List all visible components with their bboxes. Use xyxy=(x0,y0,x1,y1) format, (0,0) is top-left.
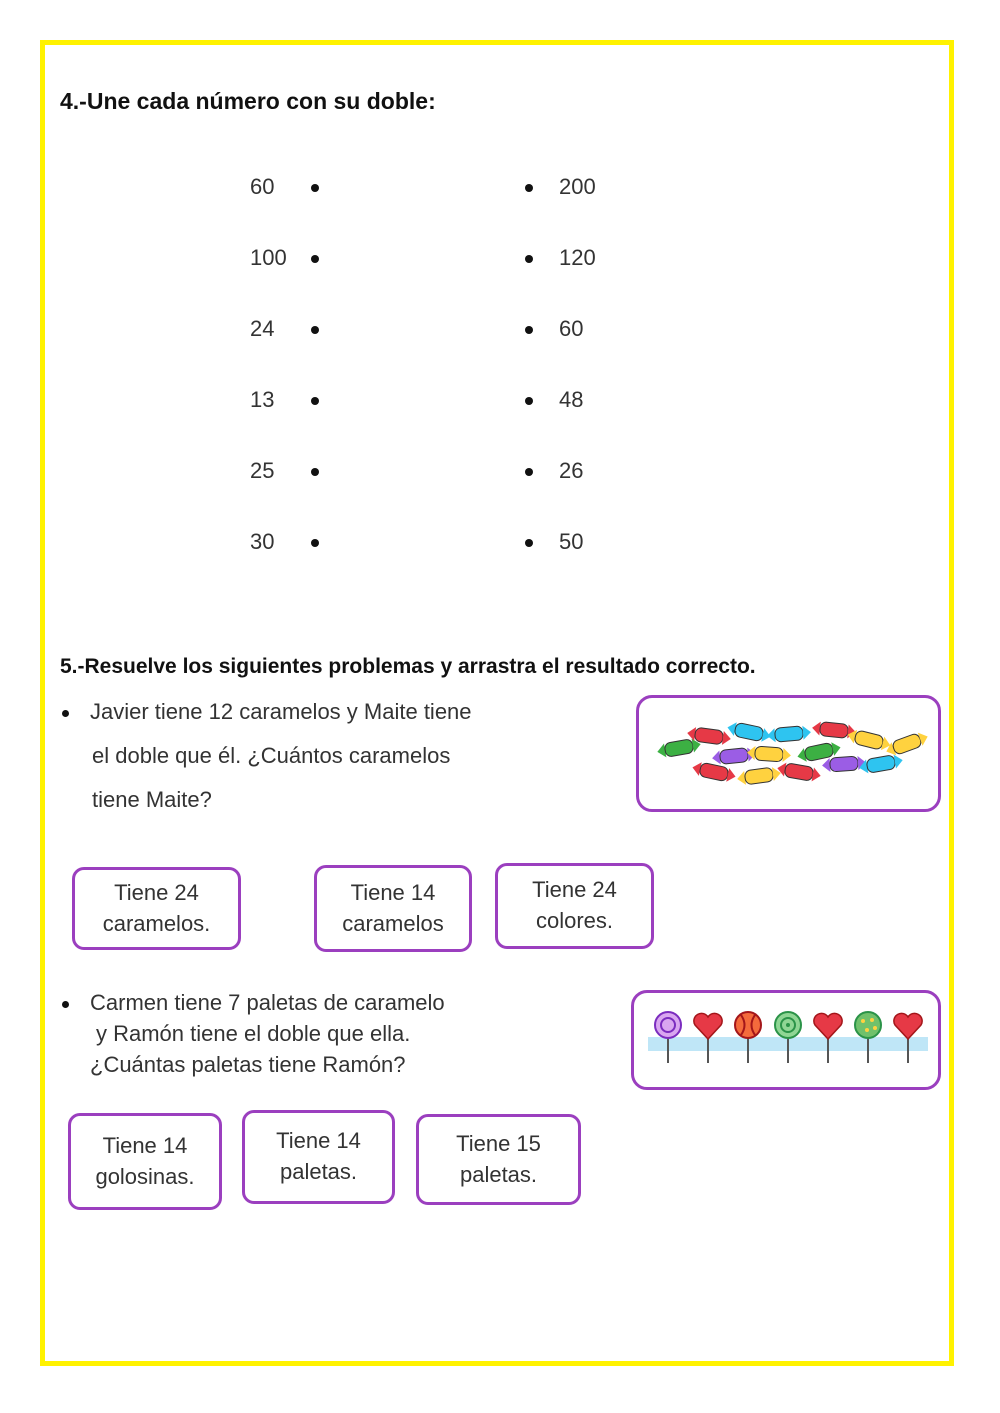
right-match-dot[interactable] xyxy=(525,255,533,263)
right-number: 60 xyxy=(559,316,584,341)
answer-line-2: caramelos xyxy=(342,910,444,936)
left-number: 60 xyxy=(250,174,275,199)
problem-2-line-1: Carmen tiene 7 paletas de caramelo xyxy=(90,990,445,1015)
section-4-title: 4.-Une cada número con su doble: xyxy=(60,88,436,114)
right-match-dot[interactable] xyxy=(525,539,533,547)
answer-option[interactable] xyxy=(416,1114,581,1205)
answer-line-1: Tiene 14 xyxy=(350,879,436,905)
answer-line-1: Tiene 15 xyxy=(456,1130,541,1156)
bullet xyxy=(62,710,69,717)
left-match-dot[interactable] xyxy=(311,468,319,476)
section-5-title: 5.-Resuelve los siguientes problemas y arrastra el resultado correcto. xyxy=(60,655,756,678)
left-number: 13 xyxy=(250,387,275,412)
candies-icon xyxy=(639,698,938,809)
answer-line-1: Tiene 14 xyxy=(276,1128,361,1154)
left-match-dot[interactable] xyxy=(311,397,319,405)
right-match-dot[interactable] xyxy=(525,326,533,334)
left-number: 25 xyxy=(250,458,275,483)
answer-line-1: Tiene 14 xyxy=(102,1132,188,1158)
answer-option[interactable] xyxy=(72,867,241,950)
left-number: 24 xyxy=(250,316,275,341)
answer-line-2: caramelos. xyxy=(102,910,211,936)
problem-1-line-1: Javier tiene 12 caramelos y Maite tiene xyxy=(90,699,472,724)
left-match-dot[interactable] xyxy=(311,184,319,192)
left-number: 30 xyxy=(250,529,275,554)
right-number: 48 xyxy=(559,387,584,412)
problem-2-line-2: y Ramón tiene el doble que ella. xyxy=(96,1021,411,1046)
bullet xyxy=(62,1001,69,1008)
answer-line-2: paletas. xyxy=(279,1159,358,1184)
problem-2-line-3: ¿Cuántas paletas tiene Ramón? xyxy=(90,1052,406,1077)
left-match-dot[interactable] xyxy=(311,539,319,547)
answer-line-1: Tiene 24 xyxy=(532,877,617,903)
problem-1-line-3: tiene Maite? xyxy=(92,787,212,812)
answer-option[interactable] xyxy=(68,1113,222,1210)
answer-line-2: paletas. xyxy=(459,1161,538,1187)
right-match-dot[interactable] xyxy=(525,184,533,192)
right-number: 200 xyxy=(559,174,596,199)
left-match-dot[interactable] xyxy=(311,326,319,334)
answer-line-2: colores. xyxy=(535,908,614,933)
right-match-dot[interactable] xyxy=(525,397,533,405)
right-match-dot[interactable] xyxy=(525,468,533,476)
candies-image-box xyxy=(636,695,941,812)
lollipops-image-box xyxy=(631,990,941,1090)
right-number: 26 xyxy=(559,458,584,483)
answer-option[interactable] xyxy=(242,1110,395,1204)
right-number: 50 xyxy=(559,529,584,554)
answer-option[interactable] xyxy=(495,863,654,949)
answer-line-2: golosinas. xyxy=(95,1163,195,1189)
answer-option[interactable] xyxy=(314,865,472,952)
right-number: 120 xyxy=(559,245,596,270)
left-match-dot[interactable] xyxy=(311,255,319,263)
lollipops-icon xyxy=(634,993,938,1087)
answer-line-1: Tiene 24 xyxy=(114,879,199,905)
problem-1-line-2: el doble que él. ¿Cuántos caramelos xyxy=(92,743,451,768)
left-number: 100 xyxy=(250,245,287,270)
